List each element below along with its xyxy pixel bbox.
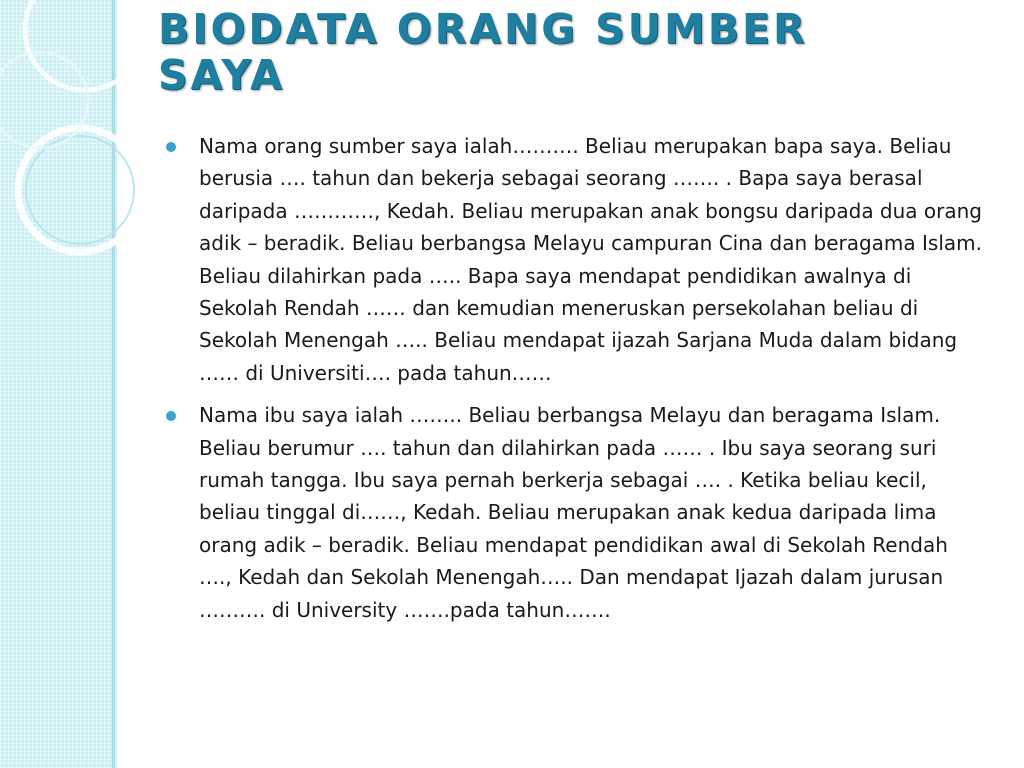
deco-ring-middle-inner <box>26 136 134 244</box>
bullet-list <box>166 130 986 636</box>
bullet-text-mother: Nama ibu saya ialah …….. Beliau berbangsa Melayu dan beragama Islam. Beliau berumur …. tahun dan dilahirkan pada …… . Ibu saya seorang suri rumah tangga. Ibu saya pernah berkerja sebagai …. . Ketika beliau kecil, beliau tinggal di……, Kedah. Beliau merupakan anak kedua daripada lima orang adik – beradik. Beliau mendapat pendidikan awal di Sekolah Rendah …., Kedah dan Sekolah Menengah….. Dan mendapat Ijazah dalam jurusan ………. di University …….pada tahun……. <box>199 403 948 622</box>
slide-title: BIODATA ORANG SUMBER SAYA <box>158 5 808 99</box>
bullet-text-father: Nama orang sumber saya ialah………. Beliau merupakan bapa saya. Beliau berusia …. tahun dan bekerja sebagai seorang ……. . Bapa saya berasal daripada …………, Kedah. Beliau merupakan anak bongsu daripada dua orang adik – beradik. Beliau berbangsa Melayu campuran Cina dan beragama Islam. Beliau dilahirkan pada ….. Bapa saya mendapat pendidikan awalnya di Sekolah Rendah …… dan kemudian meneruskan persekolahan beliau di Sekolah Menengah ….. Beliau mendapat ijazah Sarjana Muda dalam bidang …… di Universiti…. pada tahun…… <box>199 134 982 385</box>
deco-ring-small <box>0 52 88 148</box>
bullet-dot-icon <box>166 411 176 421</box>
decorative-circles <box>0 0 160 768</box>
bullet-dot-icon <box>166 142 176 152</box>
bullet-item-mother <box>166 399 986 626</box>
bullet-item-father <box>166 130 986 389</box>
deco-ring-top <box>25 0 145 90</box>
